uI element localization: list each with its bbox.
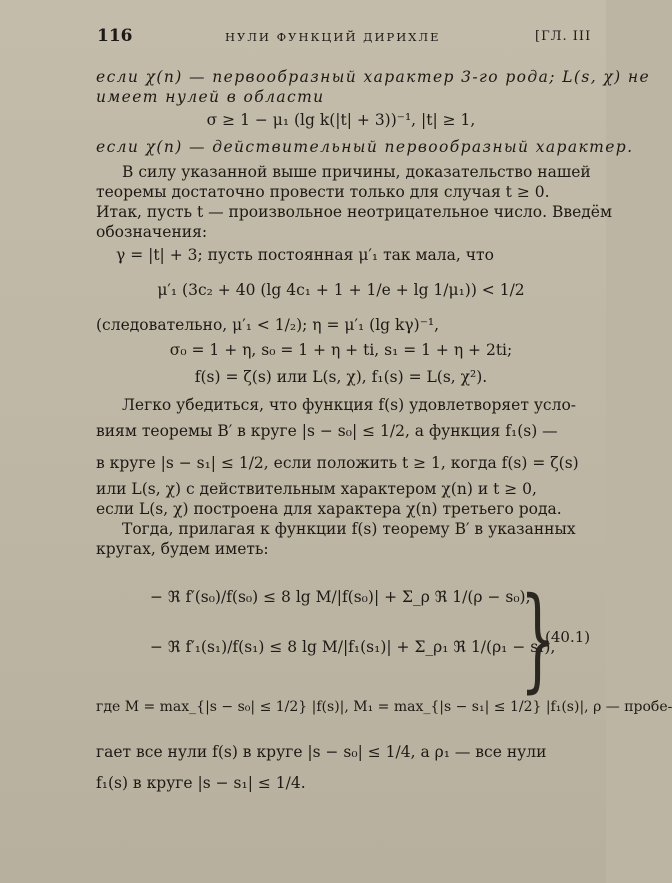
formula-line: σ₀ = 1 + η, s₀ = 1 + η + ti, s₁ = 1 + η + 2ti; (169, 341, 513, 359)
text-line: обозначения: (96, 223, 208, 241)
text-line: f₁(s) в круге |s − s₁| ≤ 1/4. (96, 774, 306, 792)
formula-line: − ℜ f′₁(s₁)/f(s₁) ≤ 8 lg M/|f₁(s₁)| + Σ_ρ₁ ℜ 1/(ρ₁ − s₁), (150, 638, 556, 656)
formula-line: μ′₁ (3c₂ + 40 (lg 4c₁ + 1 + 1/e + lg 1/μ₁)) < 1/2 (157, 281, 525, 299)
brace-symbol: } (520, 575, 556, 705)
text-line: если L(s, χ) построена для характера χ(n) третьего рода. (96, 500, 562, 518)
formula-line: σ ≥ 1 − μ₁ (lg k(|t| + 3))⁻¹, |t| ≥ 1, (206, 111, 476, 129)
running-title: НУЛИ ФУНКЦИЙ ДИРИХЛЕ (225, 30, 441, 44)
text-line: в круге |s − s₁| ≤ 1/2, если положить t ≥ 1, когда f(s) = ζ(s) (96, 454, 579, 472)
text-line: кругах, будем иметь: (96, 540, 269, 558)
text-line: имеет нулей в области (96, 88, 325, 106)
equation-number: (40.1) (545, 628, 591, 646)
text-line: γ = |t| + 3; пусть постоянная μ′₁ так мала, что (116, 246, 494, 264)
page-number: 116 (97, 26, 133, 46)
text-line: (следовательно, μ′₁ < 1/₂); η = μ′₁ (lg kγ)⁻¹, (96, 316, 440, 334)
text-line: виям теоремы B′ в круге |s − s₀| ≤ 1/2, а функция f₁(s) — (96, 422, 558, 440)
text-line: Легко убедиться, что функция f(s) удовлетворяет усло- (122, 396, 577, 414)
formula-line: − ℜ f′(s₀)/f(s₀) ≤ 8 lg M/|f(s₀)| + Σ_ρ ℜ 1/(ρ − s₀), (150, 588, 531, 606)
text-line: гает все нули f(s) в круге |s − s₀| ≤ 1/4, а ρ₁ — все нули (96, 743, 547, 761)
text-line: теоремы достаточно провести только для случая t ≥ 0. (96, 183, 550, 201)
text-line: В силу указанной выше причины, доказательство нашей (122, 163, 591, 181)
formula-line: f(s) = ζ(s) или L(s, χ), f₁(s) = L(s, χ²). (194, 368, 488, 386)
text-line: или L(s, χ) с действительным характером χ(n) и t ≥ 0, (96, 480, 537, 498)
text-line: если χ(n) — действительный первообразный характер. (96, 138, 634, 156)
page-header (0, 26, 606, 52)
text-line: Итак, пусть t — произвольное неотрицательное число. Введём (96, 203, 613, 221)
text-line: если χ(n) — первообразный характер 3-го рода; L(s, χ) не (96, 68, 651, 86)
text-line: Тогда, прилагая к функции f(s) теорему B′ в указанных (122, 520, 576, 538)
chapter-label: [ГЛ. III (535, 29, 592, 44)
text-line: где M = max_{|s − s₀| ≤ 1/2} |f(s)|, M₁ = max_{|s − s₁| ≤ 1/2} |f₁(s)|, ρ — пробе- (96, 699, 672, 715)
